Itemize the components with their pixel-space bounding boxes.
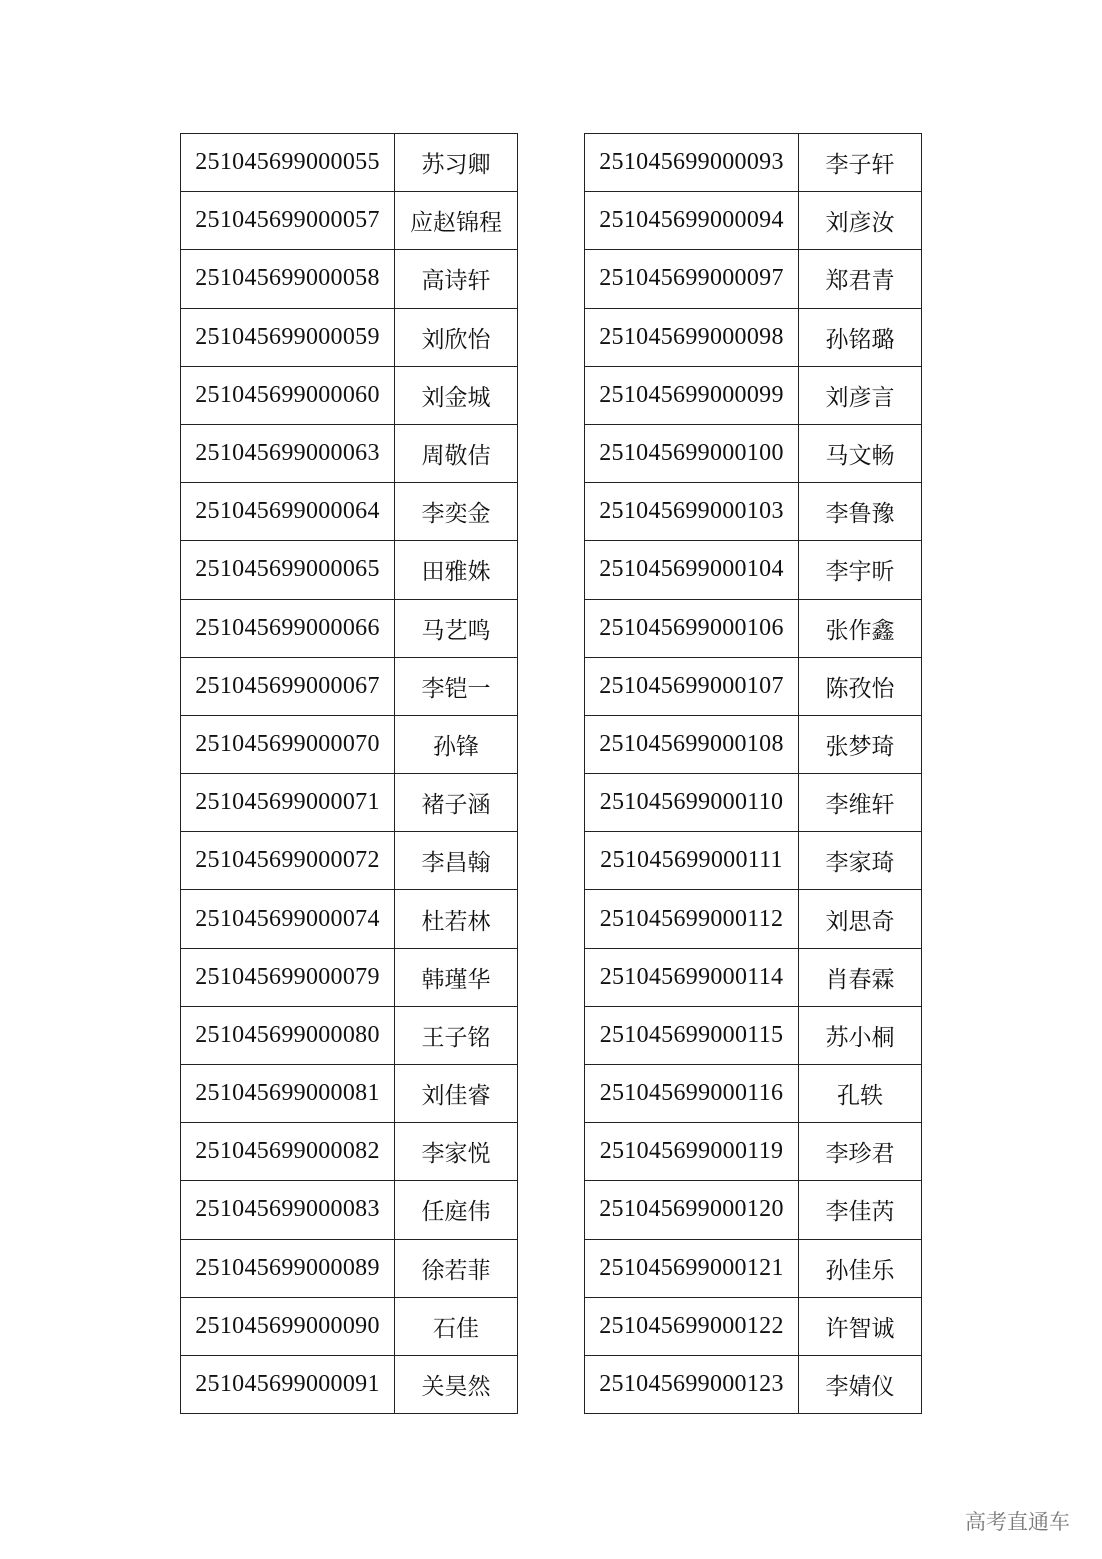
- candidate-name-cell: 李铠一: [395, 657, 518, 715]
- candidate-name-cell: 韩瑾华: [395, 948, 518, 1006]
- candidate-name-cell: 李宇昕: [799, 541, 922, 599]
- candidate-id-cell: 251045699000083: [181, 1181, 395, 1239]
- candidate-name-cell: 李婧仪: [799, 1355, 922, 1413]
- candidate-id-cell: 251045699000071: [181, 774, 395, 832]
- table-row: [181, 599, 518, 657]
- candidate-name-cell: 李子轩: [799, 134, 922, 192]
- table-row: [585, 948, 922, 1006]
- table-row: [181, 948, 518, 1006]
- candidate-name-cell: 苏习卿: [395, 134, 518, 192]
- table-row: [585, 308, 922, 366]
- table-row: [585, 832, 922, 890]
- candidate-id-cell: 251045699000091: [181, 1355, 395, 1413]
- candidate-name-cell: 马艺鸣: [395, 599, 518, 657]
- table-row: [181, 715, 518, 773]
- table-row: [585, 1181, 922, 1239]
- candidate-id-cell: 251045699000064: [181, 483, 395, 541]
- candidate-name-cell: 徐若菲: [395, 1239, 518, 1297]
- candidate-id-cell: 251045699000055: [181, 134, 395, 192]
- candidate-id-cell: 251045699000106: [585, 599, 799, 657]
- table-row: [585, 192, 922, 250]
- candidate-id-cell: 251045699000121: [585, 1239, 799, 1297]
- table-row: [585, 657, 922, 715]
- table-row: [181, 832, 518, 890]
- candidate-name-cell: 刘金城: [395, 366, 518, 424]
- candidate-id-cell: 251045699000111: [585, 832, 799, 890]
- table-row: [181, 657, 518, 715]
- table-row: [181, 1181, 518, 1239]
- candidate-id-cell: 251045699000059: [181, 308, 395, 366]
- candidate-id-cell: 251045699000074: [181, 890, 395, 948]
- table-row: [181, 134, 518, 192]
- candidate-name-cell: 陈孜怡: [799, 657, 922, 715]
- candidate-id-cell: 251045699000099: [585, 366, 799, 424]
- table-row: [181, 366, 518, 424]
- candidate-id-cell: 251045699000107: [585, 657, 799, 715]
- candidate-name-cell: 刘彦汝: [799, 192, 922, 250]
- candidate-id-cell: 251045699000104: [585, 541, 799, 599]
- table-row: [585, 1065, 922, 1123]
- table-row: [181, 1065, 518, 1123]
- candidate-id-cell: 251045699000063: [181, 424, 395, 482]
- candidate-id-cell: 251045699000114: [585, 948, 799, 1006]
- candidate-id-cell: 251045699000098: [585, 308, 799, 366]
- candidate-name-cell: 李家琦: [799, 832, 922, 890]
- table-row: [585, 366, 922, 424]
- table-row: [585, 890, 922, 948]
- candidate-id-cell: 251045699000080: [181, 1006, 395, 1064]
- table-row: [585, 599, 922, 657]
- candidate-name-cell: 刘彦言: [799, 366, 922, 424]
- table-row: [585, 1123, 922, 1181]
- candidate-id-cell: 251045699000067: [181, 657, 395, 715]
- candidate-name-cell: 应赵锦程: [395, 192, 518, 250]
- candidate-name-cell: 李昌翰: [395, 832, 518, 890]
- table-row: [585, 1355, 922, 1413]
- candidate-id-cell: 251045699000119: [585, 1123, 799, 1181]
- candidate-name-cell: 刘佳睿: [395, 1065, 518, 1123]
- candidate-name-cell: 孙铭璐: [799, 308, 922, 366]
- table-row: [181, 774, 518, 832]
- candidate-id-cell: 251045699000116: [585, 1065, 799, 1123]
- table-row: [181, 1123, 518, 1181]
- candidate-name-cell: 李奕金: [395, 483, 518, 541]
- candidate-name-cell: 王子铭: [395, 1006, 518, 1064]
- candidate-table-right: [584, 133, 922, 1414]
- table-row: [181, 1297, 518, 1355]
- candidate-id-cell: 251045699000108: [585, 715, 799, 773]
- candidate-name-cell: 石佳: [395, 1297, 518, 1355]
- table-row: [181, 890, 518, 948]
- candidate-name-cell: 任庭伟: [395, 1181, 518, 1239]
- candidate-id-cell: 251045699000120: [585, 1181, 799, 1239]
- table-row: [585, 250, 922, 308]
- candidate-id-cell: 251045699000058: [181, 250, 395, 308]
- candidate-id-cell: 251045699000103: [585, 483, 799, 541]
- table-row: [181, 1006, 518, 1064]
- candidate-id-cell: 251045699000090: [181, 1297, 395, 1355]
- candidate-table-left: [180, 133, 518, 1414]
- table-row: [585, 541, 922, 599]
- candidate-id-cell: 251045699000110: [585, 774, 799, 832]
- candidate-id-cell: 251045699000123: [585, 1355, 799, 1413]
- candidate-name-cell: 刘欣怡: [395, 308, 518, 366]
- table-row: [181, 250, 518, 308]
- candidate-name-cell: 马文畅: [799, 424, 922, 482]
- candidate-id-cell: 251045699000115: [585, 1006, 799, 1064]
- table-row: [181, 541, 518, 599]
- candidate-id-cell: 251045699000082: [181, 1123, 395, 1181]
- candidate-name-cell: 苏小桐: [799, 1006, 922, 1064]
- candidate-name-cell: 李家悦: [395, 1123, 518, 1181]
- candidate-name-cell: 关昊然: [395, 1355, 518, 1413]
- table-row: [181, 1239, 518, 1297]
- candidate-id-cell: 251045699000097: [585, 250, 799, 308]
- candidate-id-cell: 251045699000057: [181, 192, 395, 250]
- candidate-id-cell: 251045699000094: [585, 192, 799, 250]
- candidate-id-cell: 251045699000065: [181, 541, 395, 599]
- table-row: [181, 308, 518, 366]
- candidate-name-cell: 高诗轩: [395, 250, 518, 308]
- table-row: [181, 483, 518, 541]
- table-row: [585, 1297, 922, 1355]
- candidate-name-cell: 孙佳乐: [799, 1239, 922, 1297]
- candidate-name-cell: 肖春霖: [799, 948, 922, 1006]
- candidate-id-cell: 251045699000089: [181, 1239, 395, 1297]
- candidate-name-cell: 李佳芮: [799, 1181, 922, 1239]
- candidate-id-cell: 251045699000112: [585, 890, 799, 948]
- table-row: [585, 134, 922, 192]
- candidate-id-cell: 251045699000060: [181, 366, 395, 424]
- candidate-name-cell: 许智诚: [799, 1297, 922, 1355]
- table-row: [181, 1355, 518, 1413]
- candidate-id-cell: 251045699000093: [585, 134, 799, 192]
- candidate-name-cell: 郑君青: [799, 250, 922, 308]
- candidate-name-cell: 田雅姝: [395, 541, 518, 599]
- candidate-name-cell: 孔轶: [799, 1065, 922, 1123]
- candidate-name-cell: 杜若林: [395, 890, 518, 948]
- watermark: 高考直通车: [965, 1510, 1070, 1534]
- candidate-name-cell: 张作鑫: [799, 599, 922, 657]
- candidate-name-cell: 周敬佶: [395, 424, 518, 482]
- candidate-id-cell: 251045699000122: [585, 1297, 799, 1355]
- candidate-id-cell: 251045699000100: [585, 424, 799, 482]
- candidate-id-cell: 251045699000081: [181, 1065, 395, 1123]
- candidate-name-cell: 张梦琦: [799, 715, 922, 773]
- candidate-id-cell: 251045699000079: [181, 948, 395, 1006]
- candidate-name-cell: 李鲁豫: [799, 483, 922, 541]
- candidate-name-cell: 孙锋: [395, 715, 518, 773]
- table-row: [181, 192, 518, 250]
- candidate-name-cell: 刘思奇: [799, 890, 922, 948]
- table-row: [181, 424, 518, 482]
- table-row: [585, 424, 922, 482]
- table-row: [585, 1239, 922, 1297]
- candidate-name-cell: 李珍君: [799, 1123, 922, 1181]
- candidate-id-cell: 251045699000070: [181, 715, 395, 773]
- candidate-name-cell: 褚子涵: [395, 774, 518, 832]
- table-row: [585, 715, 922, 773]
- candidate-id-cell: 251045699000066: [181, 599, 395, 657]
- candidate-id-cell: 251045699000072: [181, 832, 395, 890]
- table-row: [585, 1006, 922, 1064]
- table-row: [585, 774, 922, 832]
- table-row: [585, 483, 922, 541]
- candidate-name-cell: 李维轩: [799, 774, 922, 832]
